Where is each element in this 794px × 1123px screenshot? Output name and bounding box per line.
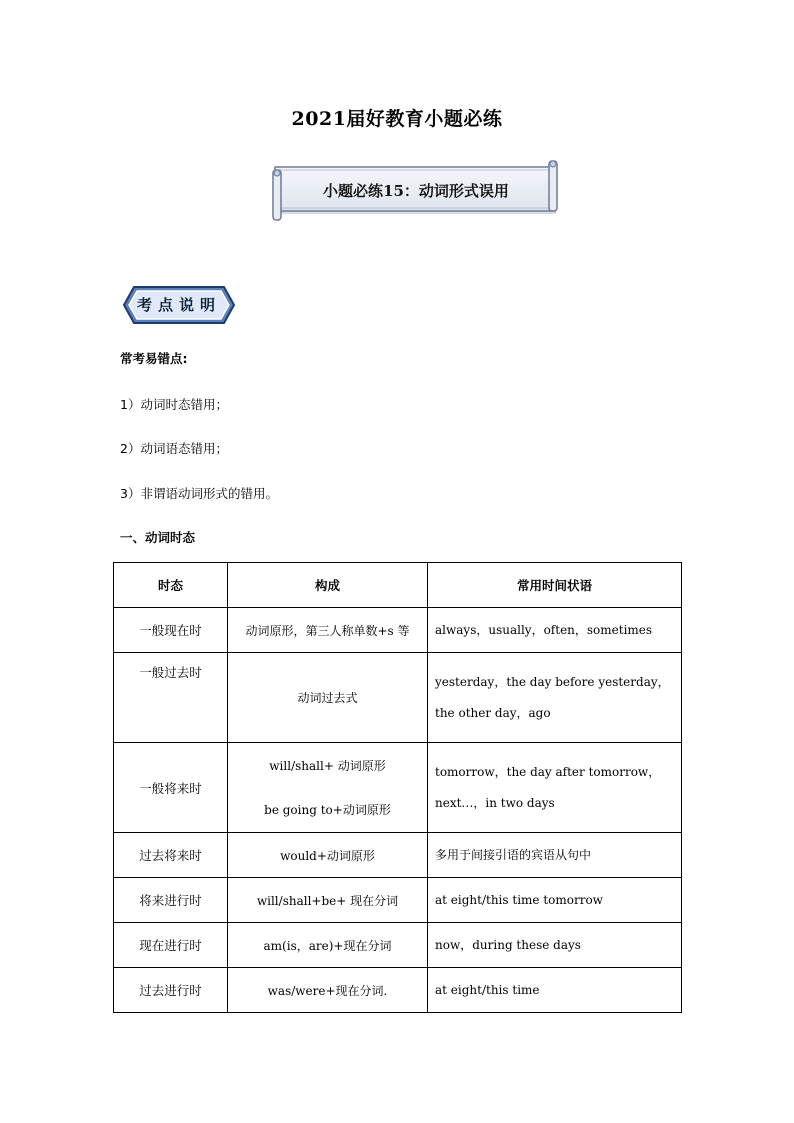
badge-text: 考点说明 bbox=[136, 296, 221, 314]
table-row bbox=[114, 968, 682, 1013]
table-header-row bbox=[114, 563, 682, 608]
section-heading: 一、动词时态 bbox=[120, 530, 196, 545]
intro-heading: 常考易错点: bbox=[120, 351, 188, 366]
table-row bbox=[114, 923, 682, 968]
table-row bbox=[114, 653, 682, 743]
list-item: 2）动词语态错用； bbox=[120, 441, 228, 456]
list-item: 3）非谓语动词形式的错用。 bbox=[120, 486, 278, 501]
tense-name: 一般现在时 bbox=[114, 608, 228, 653]
column-header: 常用时间状语 bbox=[428, 563, 682, 608]
tense-name: 将来进行时 bbox=[114, 878, 228, 923]
column-header: 时态 bbox=[114, 563, 228, 608]
tense-adverbials: yesterday，the day before yesterday，the other day，ago bbox=[428, 653, 682, 743]
scroll-banner-text: 小题必练15：动词形式误用 bbox=[323, 182, 509, 200]
tense-form-line: will/shall+ 动词原形 bbox=[269, 758, 386, 773]
tense-form: 动词过去式 bbox=[228, 653, 428, 743]
tense-name: 过去将来时 bbox=[114, 833, 228, 878]
tense-name: 一般过去时 bbox=[114, 653, 228, 743]
tense-adverbials: tomorrow，the day after tomorrow，next…，in two days bbox=[428, 743, 682, 833]
tense-adverbials: now，during these days bbox=[428, 923, 682, 968]
scroll-banner bbox=[270, 158, 562, 224]
tense-form bbox=[228, 743, 428, 833]
tense-adverbials: at eight/this time tomorrow bbox=[428, 878, 682, 923]
tense-form: was/were+现在分词. bbox=[228, 968, 428, 1013]
tense-name: 一般将来时 bbox=[114, 743, 228, 833]
table-row bbox=[114, 608, 682, 653]
section-badge bbox=[122, 285, 236, 325]
tense-form-line: be going to+动词原形 bbox=[264, 802, 391, 817]
tense-form: am(is，are)+现在分词 bbox=[228, 923, 428, 968]
tense-form: will/shall+be+ 现在分词 bbox=[228, 878, 428, 923]
table-row bbox=[114, 878, 682, 923]
list-item: 1）动词时态错用； bbox=[120, 397, 228, 412]
tense-adverbials: 多用于间接引语的宾语从句中 bbox=[428, 833, 682, 878]
tense-form: would+动词原形 bbox=[228, 833, 428, 878]
page-title: 2021届好教育小题必练 bbox=[291, 108, 503, 130]
tense-name: 现在进行时 bbox=[114, 923, 228, 968]
column-header: 构成 bbox=[228, 563, 428, 608]
tense-table bbox=[113, 562, 682, 1013]
tense-name: 过去进行时 bbox=[114, 968, 228, 1013]
table-row bbox=[114, 833, 682, 878]
tense-form: 动词原形，第三人称单数+s 等 bbox=[228, 608, 428, 653]
tense-adverbials: at eight/this time bbox=[428, 968, 682, 1013]
tense-adverbials: always，usually，often，sometimes bbox=[428, 608, 682, 653]
table-row bbox=[114, 743, 682, 833]
